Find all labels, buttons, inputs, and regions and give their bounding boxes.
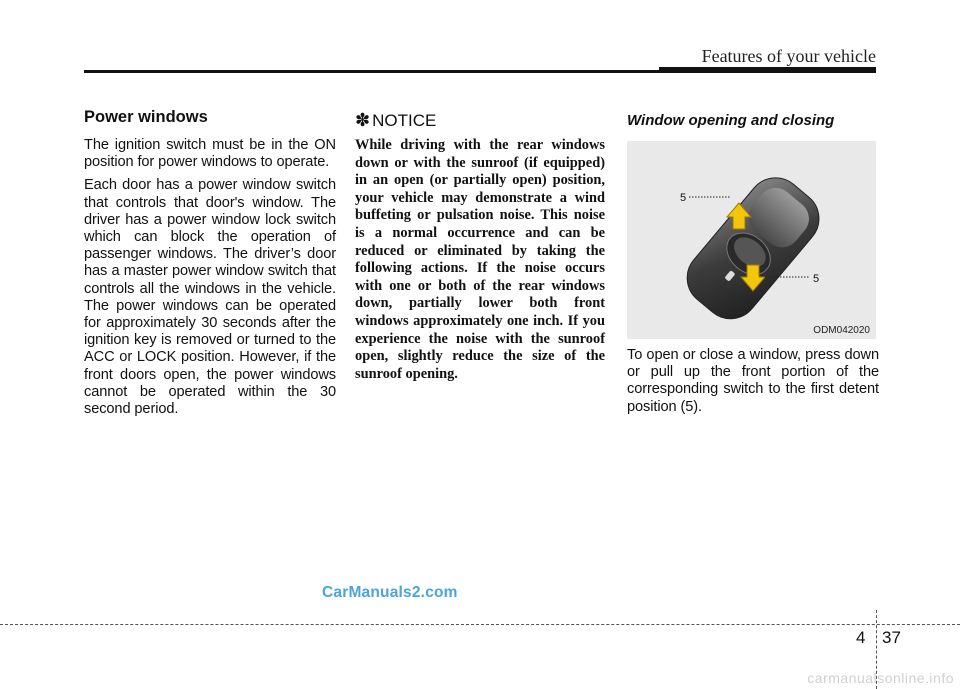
footer-rule [0, 624, 960, 625]
notice-star-icon: ✽ [355, 110, 371, 130]
figure-code: ODM042020 [813, 325, 870, 336]
header-rule [84, 70, 659, 73]
paragraph: To open or close a window, press down or pull up the front portion of the corresponding switch to the first detent position (5). [627, 347, 879, 415]
page-number: 37 [882, 628, 901, 647]
column-power-windows [84, 108, 336, 424]
chapter-number: 4 [856, 628, 866, 647]
watermark-link[interactable]: CarManuals2.com [322, 584, 458, 601]
window-switch-illustration-icon [627, 141, 876, 339]
running-header: Features of your vehicle [701, 46, 876, 66]
subsection-title: Window opening and closing [627, 112, 835, 129]
notice-heading [355, 110, 605, 131]
paragraph: Each door has a power window switch that controls that door's window. The driver has a power window lock switch which can block the operation of passenger windows. The driver’s door has a master power window switch that controls all the windows in the vehicle. The power windows can be operated for approximately 30 seconds after the ignition key is removed or turned to the ACC or LOCK position. However, if the front doors open, the power windows cannot be operated within the 30 second period. [84, 177, 336, 418]
site-watermark: carmanualsonline.info [807, 670, 954, 686]
label-5-bottom: 5 [813, 273, 820, 285]
notice-text: While driving with the rear windows down or with the sunroof (if equipped) in an open (or partially open) position, your vehicle may demonstrate a wind buffeting or pulsation noise. This noise is a normal occurrence and can be reduced or eliminated by taking the following actions. If the noise occurs with one or both of the rear windows down, partially lower both front windows approximately one inch. If you experience the noise with the sunroof open, slightly reduce the size of the sunroof opening. [355, 137, 605, 382]
label-5-top: 5 [680, 192, 687, 204]
paragraph: The ignition switch must be in the ON position for power windows to operate. [84, 137, 336, 171]
section-title: Power windows [84, 108, 208, 126]
notice-title: NOTICE [372, 110, 437, 130]
header-rule-accent [659, 67, 876, 73]
window-switch-figure [627, 141, 876, 339]
column-window-opening [627, 108, 879, 422]
notice-box [355, 108, 605, 383]
